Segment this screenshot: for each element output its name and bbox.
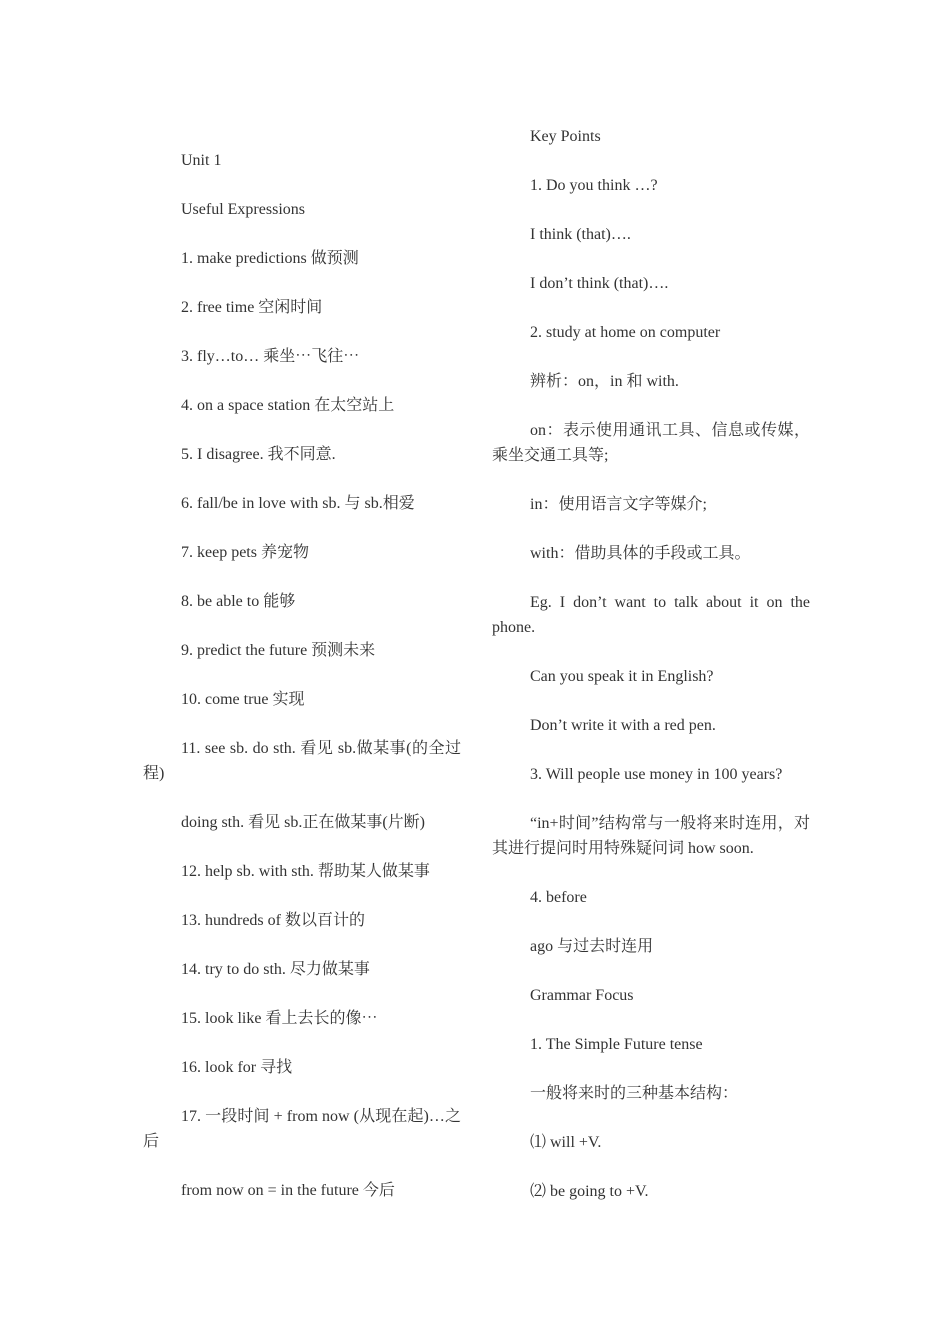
key-point-item: 4. before (530, 889, 587, 906)
expression-item: 3. fly…to… 乘坐⋯飞往⋯ (181, 348, 360, 365)
section-heading-useful-expressions: Useful Expressions (181, 201, 305, 218)
expression-item: from now on = in the future 今后 (181, 1182, 395, 1199)
key-point-item: ago 与过去时连用 (530, 938, 654, 955)
expression-item: 9. predict the future 预测未来 (181, 642, 376, 659)
section-heading-key-points: Key Points (530, 128, 601, 145)
grammar-item: 一般将来时的三种基本结构： (530, 1085, 739, 1102)
right-column (492, 0, 810, 1228)
grammar-item: 1. The Simple Future tense (530, 1036, 703, 1053)
key-point-item: in：使用语言文字等媒介; (530, 496, 707, 513)
key-point-item: 2. study at home on computer (530, 324, 721, 341)
section-heading-grammar-focus: Grammar Focus (530, 987, 634, 1004)
grammar-item: ⑴ will +V. (530, 1134, 602, 1151)
expression-item: 10. come true 实现 (181, 691, 305, 708)
key-point-item: I think (that)…. (530, 226, 631, 243)
expression-item: 11. see sb. do sth. 看见 sb.做某事(的全过程) (143, 740, 461, 782)
expression-item: 15. look like 看上去长的像⋯ (181, 1010, 378, 1027)
expression-item: 13. hundreds of 数以百计的 (181, 912, 365, 929)
expression-item: 17. 一段时间 + from now (从现在起)…之后 (143, 1108, 461, 1150)
expression-item: 14. try to do sth. 尽力做某事 (181, 961, 370, 978)
expression-item: 4. on a space station 在太空站上 (181, 397, 395, 414)
grammar-item: ⑵ be going to +V. (530, 1183, 649, 1200)
key-point-item: 1. Do you think …? (530, 177, 658, 194)
left-column (143, 0, 461, 1227)
key-point-item: I don’t think (that)…. (530, 275, 669, 292)
expression-item: 16. look for 寻找 (181, 1059, 293, 1076)
key-point-item: on：表示使用通讯工具、信息或传媒，乘坐交通工具等; (492, 422, 810, 464)
expression-item: 1. make predictions 做预测 (181, 250, 359, 267)
example-sentence: Eg. I don’t want to talk about it on the phone. (492, 594, 810, 636)
expression-item: 2. free time 空闲时间 (181, 299, 323, 316)
expression-item: 6. fall/be in love with sb. 与 sb.相爱 (181, 495, 415, 512)
example-sentence: Can you speak it in English? (530, 668, 714, 685)
key-point-item: 3. Will people use money in 100 years? (530, 766, 783, 783)
key-point-item: with：借助具体的手段或工具。 (530, 545, 751, 562)
key-point-item: “in+时间”结构常与一般将来时连用，对其进行提问时用特殊疑问词 how soon. (492, 815, 810, 857)
expression-item: 7. keep pets 养宠物 (181, 544, 309, 561)
example-sentence: Don’t write it with a red pen. (530, 717, 716, 734)
expression-item: 8. be able to 能够 (181, 593, 296, 610)
unit-title: Unit 1 (181, 152, 222, 169)
expression-item: 5. I disagree. 我不同意. (181, 446, 336, 463)
expression-item: doing sth. 看见 sb.正在做某事(片断) (181, 814, 426, 831)
key-point-item: 辨析：on，in 和 with. (530, 373, 679, 390)
expression-item: 12. help sb. with sth. 帮助某人做某事 (181, 863, 430, 880)
